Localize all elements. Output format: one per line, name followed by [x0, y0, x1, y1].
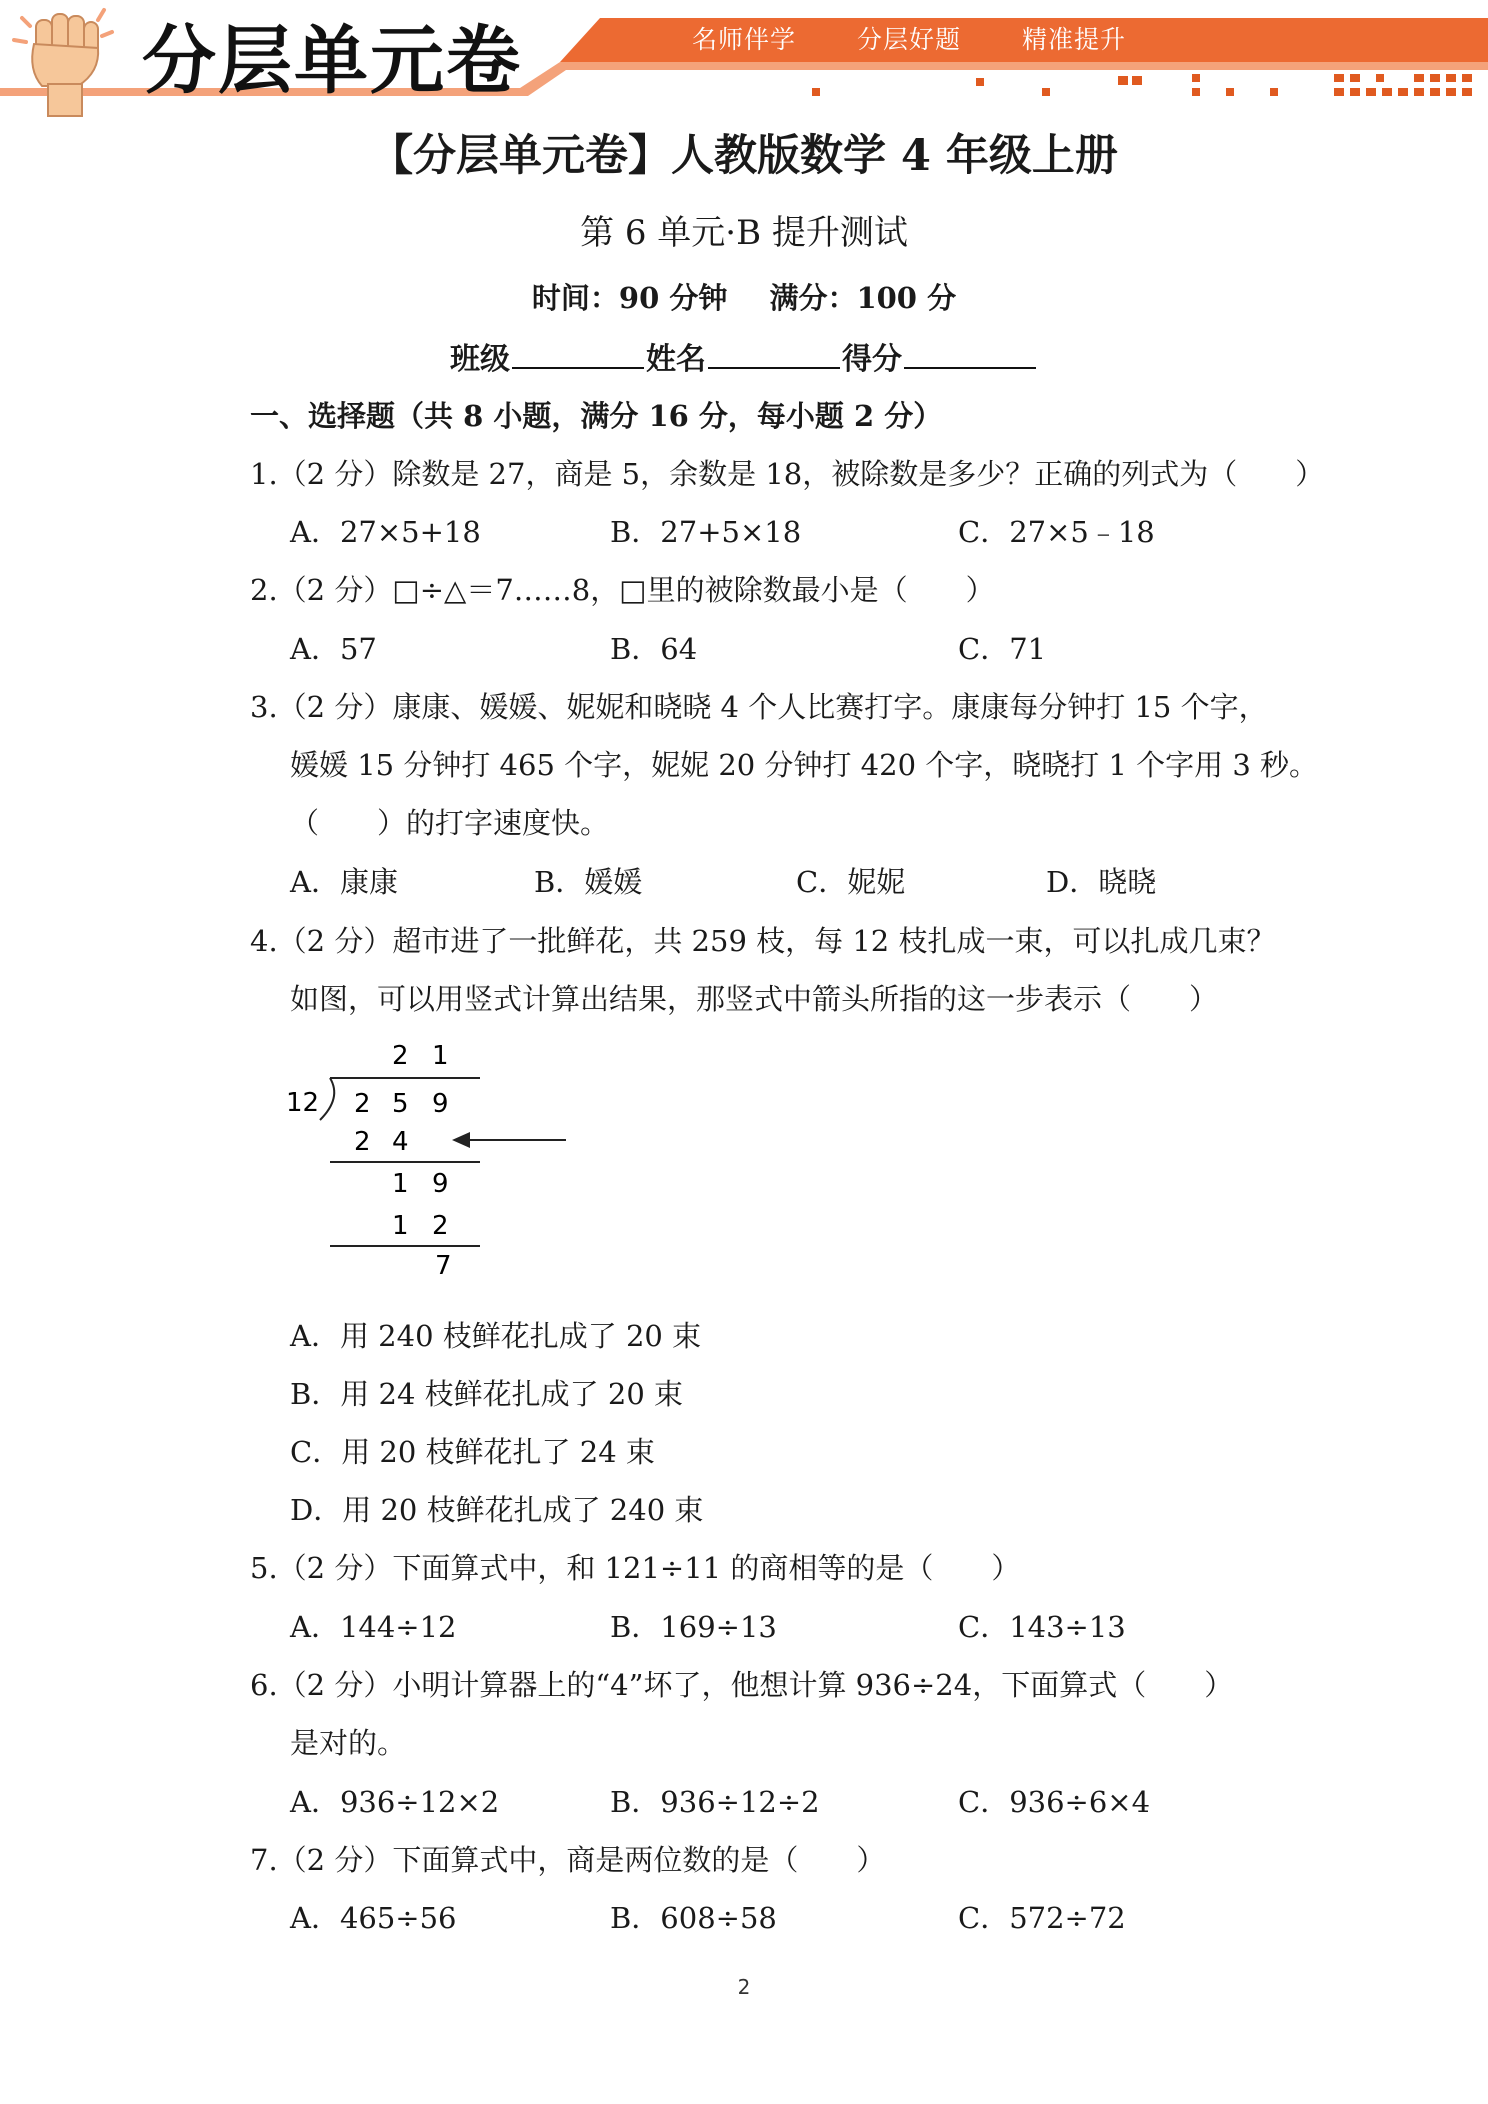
document-subtitle: 第 6 单元·B 提升测试: [580, 213, 908, 253]
arrow-left-icon: [452, 1132, 566, 1148]
long-division-figure: [280, 1036, 590, 1296]
page-header: [0, 0, 1488, 120]
name-label: 姓名: [646, 342, 706, 377]
class-label: 班级: [450, 342, 510, 377]
q1-option-c: C．27×5﹣18: [958, 515, 1155, 549]
document-title: 【分层单元卷】人教版数学 4 年级上册: [370, 131, 1118, 181]
name-blank[interactable]: [708, 341, 840, 369]
step3-digit-1: 1: [392, 1211, 409, 1241]
q4-option-b: B．用 24 枝鲜花扎成了 20 束: [290, 1377, 683, 1411]
raised-fist-icon: [8, 0, 120, 118]
header-slogans: [692, 20, 1152, 56]
page-number: 2: [737, 1975, 751, 1999]
step2-digit-1: 1: [392, 1169, 409, 1199]
question-1-stem: 1.（2 分）除数是 27，商是 5，余数是 18，被除数是多少？正确的列式为（ ）: [250, 457, 1325, 491]
divisor: 12: [286, 1088, 320, 1118]
question-4-line-2: 如图，可以用竖式计算出结果，那竖式中箭头所指的这一步表示（ ）: [290, 982, 1219, 1016]
q4-option-c: C．用 20 枝鲜花扎了 24 束: [290, 1435, 655, 1469]
q7-option-c: C．572÷72: [958, 1901, 1126, 1935]
dividend-digit-1: 2: [354, 1089, 371, 1119]
exam-time-score: [0, 276, 1488, 317]
question-2-stem: 2.（2 分）□÷△＝7……8，□里的被除数最小是（ ）: [250, 573, 995, 607]
exam-time: 时间：90 分钟: [531, 281, 728, 315]
class-blank[interactable]: [512, 341, 644, 369]
step1-digit-2: 4: [392, 1127, 409, 1157]
slogan-2: 分层好题: [856, 25, 961, 54]
dividend-digit-2: 5: [392, 1089, 409, 1119]
q6-option-b: B．936÷12÷2: [610, 1785, 820, 1819]
step1-digit-1: 2: [354, 1127, 371, 1157]
brand-title: 分层单元卷: [142, 18, 522, 104]
q4-option-d: D．用 20 枝鲜花扎成了 240 束: [290, 1493, 704, 1527]
grade-label: 得分: [842, 342, 902, 377]
step3-digit-2: 2: [432, 1211, 449, 1241]
q3-option-b: B．媛媛: [534, 865, 643, 899]
q7-option-b: B．608÷58: [610, 1901, 777, 1935]
q4-option-a: A．用 240 枝鲜花扎成了 20 束: [290, 1319, 702, 1353]
q5-option-c: C．143÷13: [958, 1610, 1126, 1644]
question-6-line-2: 是对的。: [290, 1726, 407, 1760]
q2-option-b: B．64: [610, 632, 698, 666]
q5-option-a: A．144÷12: [290, 1610, 457, 1644]
dividend-digit-3: 9: [432, 1089, 449, 1119]
question-6-stem: 6.（2 分）小明计算器上的“4”坏了，他想计算 936÷24，下面算式（ ）: [250, 1668, 1234, 1702]
q7-option-a: A．465÷56: [290, 1901, 457, 1935]
step2-digit-2: 9: [432, 1169, 449, 1199]
quotient-digit-2: 1: [432, 1041, 449, 1071]
remainder: 7: [435, 1251, 452, 1281]
slogan-1: 名师伴学: [692, 25, 797, 54]
question-3-line-3: （ ）的打字速度快。: [290, 806, 610, 840]
student-info: [0, 334, 1488, 378]
question-4-stem: 4.（2 分）超市进了一批鲜花，共 259 枝，每 12 枝扎成一束，可以扎成几束？: [250, 924, 1276, 958]
question-3-line-2: 媛媛 15 分钟打 465 个字，妮妮 20 分钟打 420 个字，晓晓打 1 个字用 3 秒。: [290, 748, 1319, 782]
question-7-stem: 7.（2 分）下面算式中，商是两位数的是（ ）: [250, 1843, 886, 1877]
q2-option-c: C．71: [958, 632, 1047, 666]
q6-option-a: A．936÷12×2: [290, 1785, 500, 1819]
q3-option-c: C．妮妮: [796, 865, 906, 899]
question-5-stem: 5.（2 分）下面算式中，和 121÷11 的商相等的是（ ）: [250, 1551, 1021, 1585]
quotient-digit-1: 2: [392, 1041, 409, 1071]
exam-score: 满分：100 分: [769, 281, 957, 315]
section-title: 一、选择题（共 8 小题，满分 16 分，每小题 2 分）: [250, 399, 943, 433]
q2-option-a: A．57: [290, 632, 377, 666]
question-3-stem: 3.（2 分）康康、媛媛、妮妮和晓晓 4 个人比赛打字。康康每分钟打 15 个字，: [250, 690, 1268, 724]
q1-option-b: B．27+5×18: [610, 515, 802, 549]
grade-blank[interactable]: [904, 341, 1036, 369]
q6-option-c: C．936÷6×4: [958, 1785, 1151, 1819]
q3-option-d: D．晓晓: [1046, 865, 1157, 899]
slogan-3: 精准提升: [1021, 25, 1126, 54]
q3-option-a: A．康康: [290, 865, 398, 899]
q5-option-b: B．169÷13: [610, 1610, 777, 1644]
q1-option-a: A．27×5+18: [290, 515, 481, 549]
